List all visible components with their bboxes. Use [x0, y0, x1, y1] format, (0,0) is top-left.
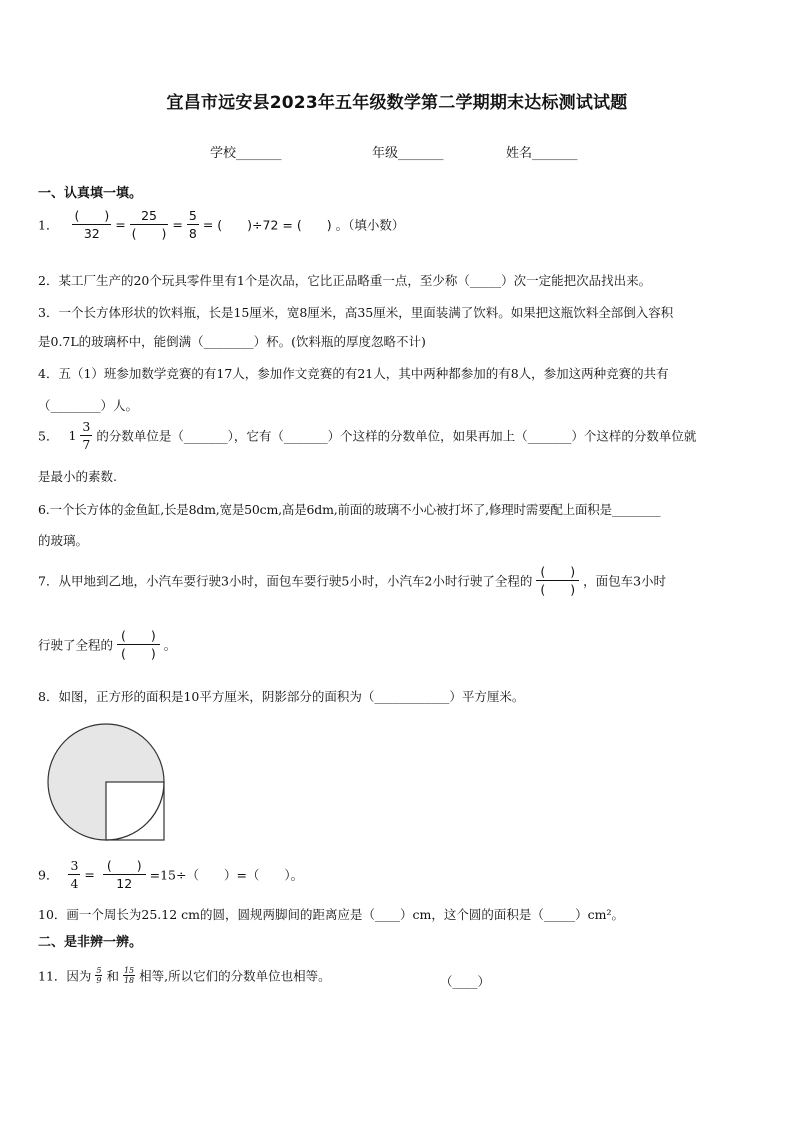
q7-fraction-1-denominator: ( ) — [540, 582, 576, 597]
q1-fraction-2-numerator: 25 — [130, 207, 169, 225]
section-heading-2: 二、是非辨一辨。 — [38, 935, 143, 950]
question-6-line-2: 的玻璃。 — [38, 533, 89, 548]
q9-fraction-1-denominator: 4 — [70, 876, 79, 891]
q7-fraction-1-numerator: ( ) — [536, 563, 579, 581]
q1-fraction-3 — [187, 207, 199, 242]
q1-fraction-1-denominator: 32 — [83, 226, 100, 241]
question-10: 10．画一个周长为25.12 cm的圆，圆规两脚间的距离应是（____）cm，这个圆的面积是（_____）cm²。 — [38, 907, 624, 922]
school-label: 学校 — [210, 146, 237, 161]
q7-text-1: 7．从甲地到乙地，小汽车要行驶3小时，面包车要行驶5小时，小汽车2小时行驶了全程的 — [38, 573, 533, 589]
question-8: 8．如图，正方形的面积是10平方厘米，阴影部分的面积为（____________）平方厘米。 — [38, 689, 525, 704]
q11-text-1: 11．因为 — [38, 968, 92, 984]
q11-fraction-2-numerator: 15 — [123, 966, 135, 975]
q1-fraction-3-denominator: 8 — [188, 226, 197, 241]
question-3-line-1: 3．一个长方体形状的饮料瓶，长是15厘米，宽8厘米，高35厘米，里面装满了饮料。如果把这瓶饮料全部倒入容积 — [38, 305, 674, 320]
q11-fraction-2-denominator: 18 — [123, 976, 135, 985]
q1-division-expression: ( )÷72 = ( ) — [217, 217, 332, 233]
q7-text-4: 。 — [163, 637, 177, 653]
q5-fraction-numerator: 3 — [82, 419, 91, 434]
question-9 — [38, 857, 303, 892]
question-7-line-2 — [38, 627, 176, 662]
q11-fraction-2 — [123, 966, 135, 985]
school-field — [210, 142, 282, 161]
name-blank: _______ — [532, 146, 578, 161]
q5-number: 5． — [38, 428, 59, 444]
q7-fraction-2-numerator: ( ) — [117, 627, 160, 645]
name-field — [506, 142, 578, 161]
q1-equals-3: = — [202, 217, 214, 232]
q5-fraction — [80, 418, 92, 453]
q8-unshaded-quarter — [106, 782, 164, 840]
name-label: 姓名 — [506, 146, 533, 161]
q11-answer-blank: （____） — [440, 974, 491, 989]
q9-fraction-2 — [103, 857, 146, 892]
question-4-line-2: （________）人。 — [38, 398, 139, 413]
question-3-line-2: 是0.7L的玻璃杯中，能倒满（________）杯。(饮料瓶的厚度忽略不计) — [38, 334, 426, 349]
q9-fraction-1 — [68, 857, 80, 892]
q11-text-2: 相等,所以它们的分数单位也相等。 — [139, 968, 331, 984]
grade-label: 年级 — [372, 146, 399, 161]
q9-fraction-2-numerator: ( ) — [103, 857, 146, 875]
q9-equals: = — [84, 867, 95, 882]
q1-instruction: 。（填小数） — [335, 217, 405, 233]
question-7-line-1 — [38, 563, 666, 598]
question-4-line-1: 4．五（1）班参加数学竞赛的有17人，参加作文竞赛的有21人，其中两种都参加的有8人，参加这两种竞赛的共有 — [38, 366, 669, 381]
q9-tail: =15÷（ ）=（ ）。 — [149, 867, 304, 883]
grade-blank: _______ — [398, 146, 444, 161]
q1-fraction-2-denominator: ( ) — [131, 226, 167, 241]
q11-fraction-1-numerator: 5 — [96, 966, 102, 975]
q5-whole: 1 — [68, 428, 77, 443]
question-6-line-1: 6.一个长方体的金鱼缸,长是8dm,宽是50cm,高是6dm,前面的玻璃不小心被打坏了,修理时需要配上面积是________ — [38, 502, 661, 517]
question-1 — [38, 207, 404, 242]
q1-fraction-2 — [130, 207, 169, 242]
q5-fraction-denominator: 7 — [82, 437, 91, 452]
grade-field — [372, 142, 444, 161]
q1-fraction-1-numerator: ( ) — [74, 208, 110, 223]
q11-fraction-1 — [95, 966, 102, 985]
q7-text-2: ，面包车3小时 — [583, 573, 667, 589]
question-5-line-2: 是最小的素数. — [38, 469, 117, 484]
q11-and: 和 — [106, 968, 119, 984]
q1-number: 1． — [38, 217, 59, 233]
q9-fraction-1-numerator: 3 — [70, 858, 79, 873]
question-2: 2．某工厂生产的20个玩具零件里有1个是次品，它比正品略重一点，至少称（_____）次一定能把次品找出来。 — [38, 273, 652, 288]
question-5 — [38, 418, 696, 453]
q5-text: 的分数单位是（_______），它有（_______）个这样的分数单位，如果再加上（_______）个这样的分数单位就 — [96, 428, 697, 444]
q7-fraction-1 — [536, 563, 579, 598]
question-11 — [38, 966, 331, 985]
q1-equals-2: = — [172, 217, 183, 232]
section-heading-1: 一、认真填一填。 — [38, 186, 143, 201]
q9-number: 9． — [38, 867, 59, 883]
q1-fraction-3-numerator: 5 — [188, 208, 197, 223]
q1-equals-1: = — [115, 217, 126, 232]
q11-fraction-1-denominator: 9 — [96, 976, 102, 985]
q7-text-3: 行驶了全程的 — [38, 637, 114, 653]
q8-figure — [44, 720, 170, 846]
q7-fraction-2 — [117, 627, 160, 662]
page-title: 宜昌市远安县2023年五年级数学第二学期期末达标测试试题 — [166, 93, 628, 113]
q1-fraction-1 — [72, 207, 111, 242]
school-blank: _______ — [236, 146, 282, 161]
q9-fraction-2-denominator: 12 — [116, 876, 133, 891]
q7-fraction-2-denominator: ( ) — [121, 646, 156, 661]
